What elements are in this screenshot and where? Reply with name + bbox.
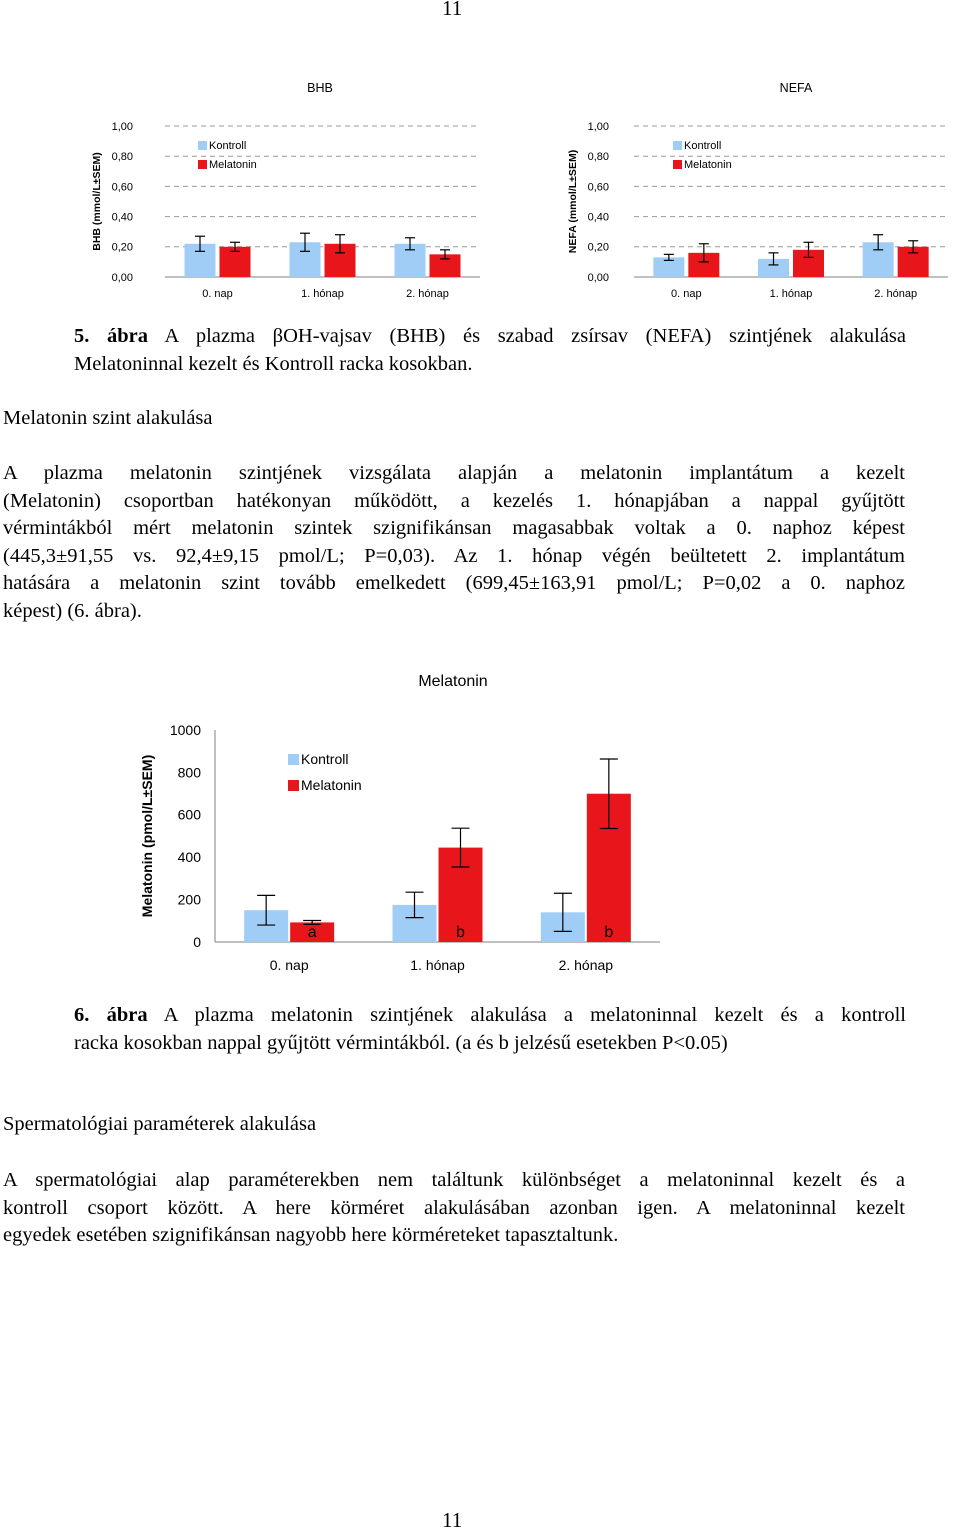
page-number-top: 11 (442, 0, 463, 20)
y-tick-label: 0,60 (111, 181, 133, 194)
legend-swatch (673, 141, 682, 150)
paragraph-line: A plazma melatonin szintjének vizsgálata alapján a melatonin implantátum a kezelt (3, 462, 905, 484)
chart-title: BHB (307, 81, 333, 95)
figure-5-label: 5. ábra (74, 325, 149, 347)
section-melatonin-paragraph (3, 460, 905, 625)
figure-6-caption (74, 1002, 906, 1057)
figure-5-caption-line-2: Melatoninnal kezelt és Kontroll racka kosokban. (74, 352, 473, 375)
x-tick-label: 0. nap (202, 288, 233, 300)
x-tick-label: 1. hónap (410, 957, 465, 973)
x-tick-label: 2. hónap (406, 288, 449, 300)
y-tick-label: 1,00 (111, 120, 133, 133)
section-heading-spermatology: Spermatológiai paraméterek alakulása (3, 1113, 317, 1135)
chart-title: NEFA (779, 81, 813, 95)
section-spermatology-paragraph (3, 1167, 905, 1250)
figure-6-label: 6. ábra (74, 1004, 148, 1026)
paragraph-line: egyedek esetében szignifikánsan nagyobb here körméreteket tapasztaltunk. (3, 1224, 619, 1246)
legend-label: Melatonin (209, 159, 257, 171)
nefa-chart (556, 75, 960, 305)
legend-label: Kontroll (209, 140, 247, 152)
y-tick-label: 1,00 (587, 120, 609, 133)
x-tick-label: 1. hónap (769, 288, 813, 300)
figure-6-caption-line-1: A plazma melatonin szintjének alakulása a melatoninnal kezelt és a kontroll (163, 1004, 907, 1026)
y-tick-label: 200 (177, 891, 201, 908)
chart-title: Melatonin (418, 673, 488, 690)
legend-swatch (288, 754, 299, 765)
x-tick-label: 2. hónap (874, 288, 918, 300)
section-heading-melatonin: Melatonin szint alakulása (3, 407, 213, 429)
legend-label: Kontroll (684, 140, 722, 152)
x-tick-label: 0. nap (671, 288, 702, 300)
y-axis-label: NEFA (mmol/L±SEM) (567, 149, 579, 254)
legend-swatch (288, 780, 299, 791)
page-number-bottom: 11 (442, 1508, 463, 1532)
y-tick-label: 0,00 (587, 271, 609, 284)
melatonin-chart (130, 660, 670, 990)
legend-swatch (198, 141, 207, 150)
y-tick-label: 0,20 (587, 241, 609, 254)
figure-5-caption (74, 323, 906, 378)
y-tick-label: 800 (177, 764, 201, 781)
y-axis-label: Melatonin (pmol/L±SEM) (139, 754, 155, 918)
significance-label: a (307, 924, 317, 941)
y-tick-label: 0,20 (111, 241, 133, 254)
y-tick-label: 1000 (169, 721, 201, 738)
x-tick-label: 0. nap (269, 957, 309, 973)
y-tick-label: 0,80 (111, 151, 133, 164)
paragraph-line: vérmintákból mért melatonin szintek szignifikánsan magasabbak voltak a 0. naphoz képest (3, 517, 905, 539)
y-tick-label: 0,80 (587, 151, 609, 164)
y-tick-label: 0,60 (587, 181, 609, 194)
paragraph-line: A spermatológiai alap paraméterekben nem találtunk különbséget a melatoninnal kezelt és a (3, 1169, 905, 1191)
legend-swatch (673, 160, 682, 169)
paragraph-line: képest) (6. ábra). (3, 599, 142, 622)
significance-label: b (456, 924, 465, 941)
legend-label: Kontroll (301, 751, 349, 767)
figure-5-caption-line-1: A plazma βOH-vajsav (BHB) és szabad zsírsav (NEFA) szintjének alakulása (164, 325, 907, 347)
legend-label: Melatonin (301, 777, 362, 793)
y-axis-label: BHB (mmol/L±SEM) (91, 152, 103, 251)
figure-6-caption-line-2: racka kosokban nappal gyűjtött vérmintákból. (a és b jelzésű esetekben P<0.05) (74, 1031, 728, 1054)
paragraph-line: (445,3±91,55 vs. 92,4±9,15 pmol/L; P=0,03). Az 1. hónap végén beültetett 2. implantátum (3, 544, 905, 567)
legend-label: Melatonin (684, 159, 732, 171)
y-tick-label: 600 (177, 806, 201, 823)
y-tick-label: 0 (193, 933, 201, 950)
significance-label: b (604, 924, 614, 941)
y-tick-label: 0,40 (111, 211, 133, 224)
bhb-chart (80, 75, 500, 305)
paragraph-line: kontroll csoport között. A here körméret alakulásában azonban igen. A melatoninnal kezelt (3, 1196, 905, 1219)
y-tick-label: 0,00 (111, 271, 133, 284)
legend-swatch (198, 160, 207, 169)
x-tick-label: 2. hónap (558, 957, 614, 973)
x-tick-label: 1. hónap (301, 288, 344, 300)
paragraph-line: hatására a melatonin szint tovább emelkedett (699,45±163,91 pmol/L; P=0,02 a 0. naphoz (3, 572, 905, 594)
y-tick-label: 0,40 (587, 211, 609, 224)
paragraph-line: (Melatonin) csoportban hatékonyan működött, a kezelés 1. hónapjában a nappal gyűjtött (3, 489, 905, 512)
y-tick-label: 400 (177, 849, 201, 866)
